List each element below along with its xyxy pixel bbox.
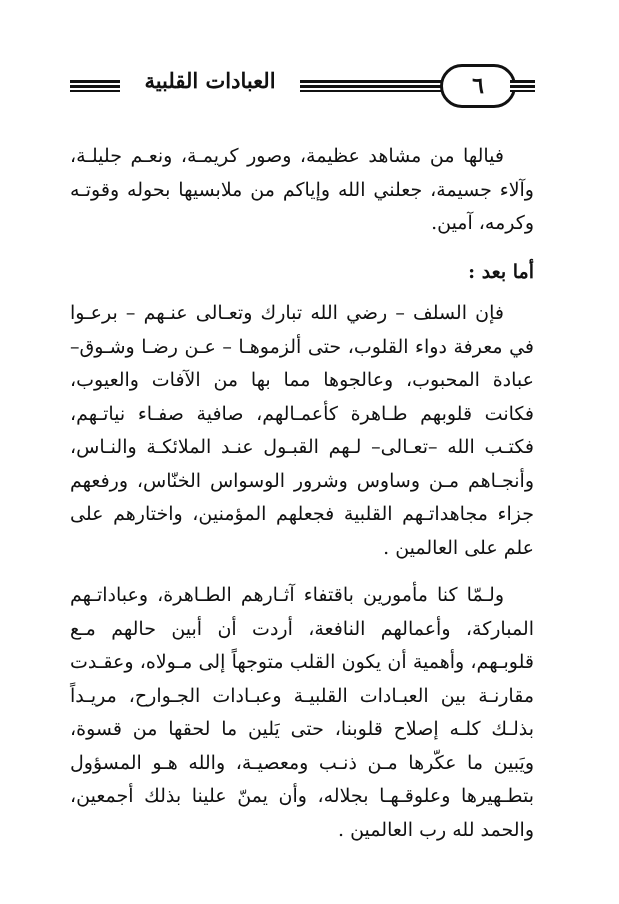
page-number: ٦ (440, 64, 516, 108)
header-rule-right (510, 80, 535, 92)
page-header (70, 62, 535, 108)
header-rule-left (70, 80, 120, 92)
header-rule-middle (300, 80, 442, 92)
running-title: العبادات القلبية (144, 68, 276, 93)
paragraph-1: فيالها من مشاهد عظيمة، وصور كريمـة، ونعـم جليلـة، وآلاء جسيمة، جعلني الله وإياكم من ملابسيها بحوله وقوتـه وكرمه، آمين. (70, 145, 534, 234)
paragraph-3: ولـمّا كنا مأمورين باقتفاء آثـارهم الطـاهرة، وعباداتـهم المباركة، وأعمالهم النافعة، أردت أن أبين حالهم مـع قلوبـهم، وأهمية أن يكون القلب متوجهاً إلى مـولاه، وعقـدت مقارنـة بين العبـادات القلبيـة وعبـادات الجـوارح، مريـداً بذلـك كلـه إصلاح قلوبنا، حتى يَلين ما لحقها من قسوة، ويَبين ما عكّرها مـن ذنـب ومعصيـة، والله هـو المسؤول بتطـهيرها وعلوقـهـا بجلاله، وأن يمنّ علينا بذلك أجمعين، والحمد لله رب العالمين . (70, 584, 534, 841)
section-heading: أما بعد : (468, 260, 534, 283)
page-body (70, 140, 534, 847)
paragraph-2: فإن السلف – رضي الله تبارك وتعـالى عنـهم – برعـوا في معرفة دواء القلوب، حتى ألزموهـا – عـن رضـا وشـوق– عبادة المحبوب، وعالجوها مما بها من الآفات والعيوب، فكانت قلوبهم طـاهرة كأعمـالهم، صافية صفـاء نياتـهم، فكتـب الله –تعـالى– لـهم القبـول عنـد الملائكـة والنـاس، وأنجـاهم مـن وساوس وشرور الوسواس الخنّاس، ورفعهم جزاء مجاهداتـهم القلبية فجعلهم المؤمنين، واختارهم على علم على العالمين . (70, 302, 534, 559)
